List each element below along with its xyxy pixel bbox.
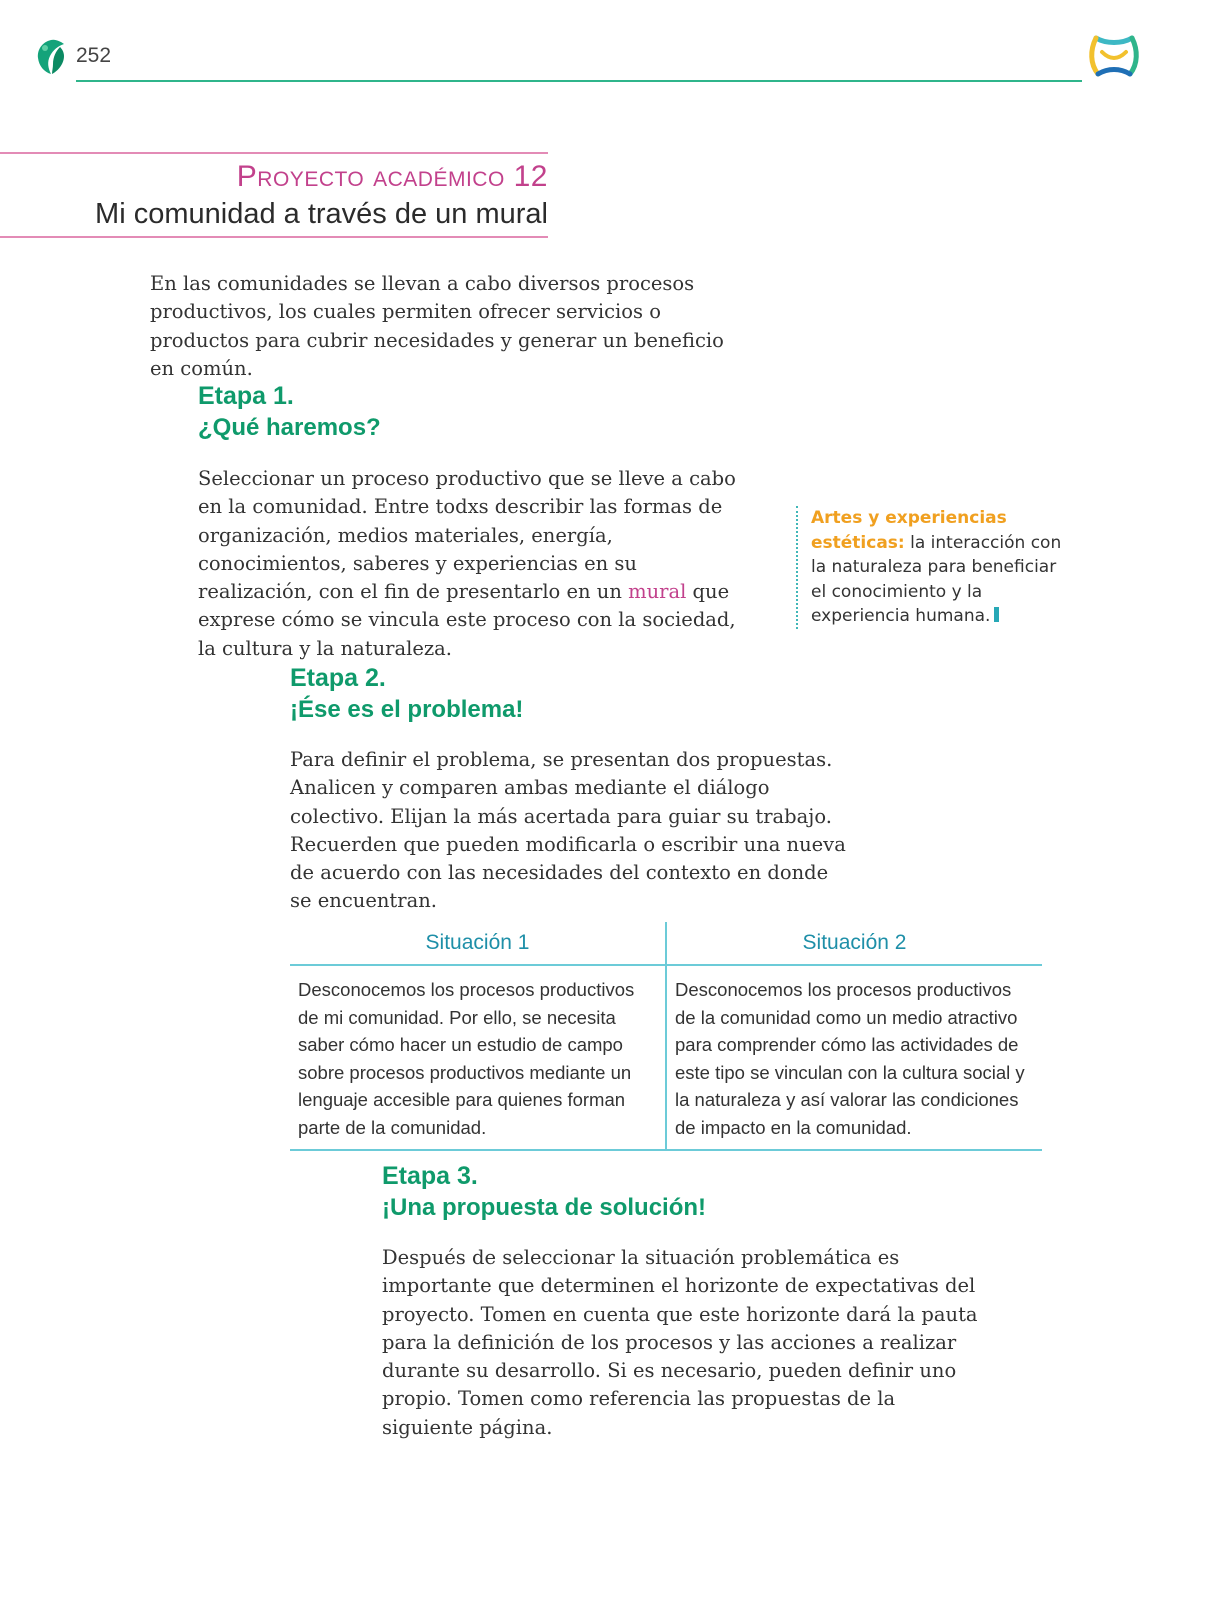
situation2-header: Situación 2 <box>666 922 1042 965</box>
situation2-text: Desconocemos los procesos productivos de la comunidad como un medio atractivo para comprender cómo las actividades de este tipo se vinculan con la cultura social y la naturaleza y así valorar las condiciones de impacto en la comunidad. <box>666 965 1042 1150</box>
stage2-paragraph: Para definir el problema, se presentan dos propuestas. Analicen y comparen ambas mediante el diálogo colectivo. Elijan la más acertada para guiar su trabajo. Recuerden que pueden modificarla o escribir una nueva de acuerdo con las necesidades del contexto en donde se encuentran. <box>290 748 846 913</box>
header-rule <box>76 80 1082 82</box>
situation1-header: Situación 1 <box>290 922 666 965</box>
stage3-paragraph: Después de seleccionar la situación problemática es importante que determinen el horizonte de expectativas del proyecto. Tomen en cuenta que este horizonte dará la pauta para la definición de los procesos y las acciones a realizar durante su desarrollo. Si es necesario, pueden definir uno propio. Tomen como referencia las propuestas de la siguiente página. <box>382 1246 978 1439</box>
stage1-paragraph: Seleccionar un proceso productivo que se lleve a cabo en la comunidad. Entre todxs describir las formas de organización, medios materiales, energía, conocimientos, saberes y experiencias en su realización, con el fin de presentarlo en un mural que exprese cómo se vincula este proceso con la sociedad, la cultura y la naturaleza. <box>198 467 736 660</box>
situation1-text: Desconocemos los procesos productivos de mi comunidad. Por ello, se necesita saber cómo hacer un estudio de campo sobre procesos productivos mediante un lenguaje accesible para quienes forman parte de la comunidad. <box>290 965 666 1150</box>
situations-table <box>290 922 1042 1151</box>
glossary-note <box>796 506 1071 629</box>
glossary-definition: la interacción con la naturaleza para beneficiar el conocimiento y la experiencia humana. <box>811 532 1062 626</box>
stage3-number: Etapa 3. <box>382 1162 478 1190</box>
stage3-question: ¡Una propuesta de solución! <box>382 1194 707 1221</box>
project-title: Mi comunidad a través de un mural <box>95 198 548 230</box>
stage1-number: Etapa 1. <box>198 382 294 410</box>
stage2-question: ¡Ése es el problema! <box>290 696 524 723</box>
page-number: 252 <box>76 44 112 67</box>
mural-highlight: mural <box>628 580 687 604</box>
title-rule-top <box>0 152 548 154</box>
stage1-question: ¿Qué haremos? <box>198 414 381 441</box>
glossary-term: Artes y experiencias estéticas: <box>811 508 1007 553</box>
curriculum-logo-icon <box>1086 30 1142 86</box>
note-end-marker <box>994 607 999 622</box>
leaf-section-icon <box>34 38 68 76</box>
stage2-number: Etapa 2. <box>290 664 386 692</box>
title-rule-bottom <box>0 236 548 238</box>
project-label: Proyecto académico 12 <box>236 160 548 193</box>
intro-paragraph: En las comunidades se llevan a cabo diversos procesos productivos, los cuales permiten ofrecer servicios o productos para cubrir necesidades y generar un beneficio en común. <box>150 272 724 380</box>
